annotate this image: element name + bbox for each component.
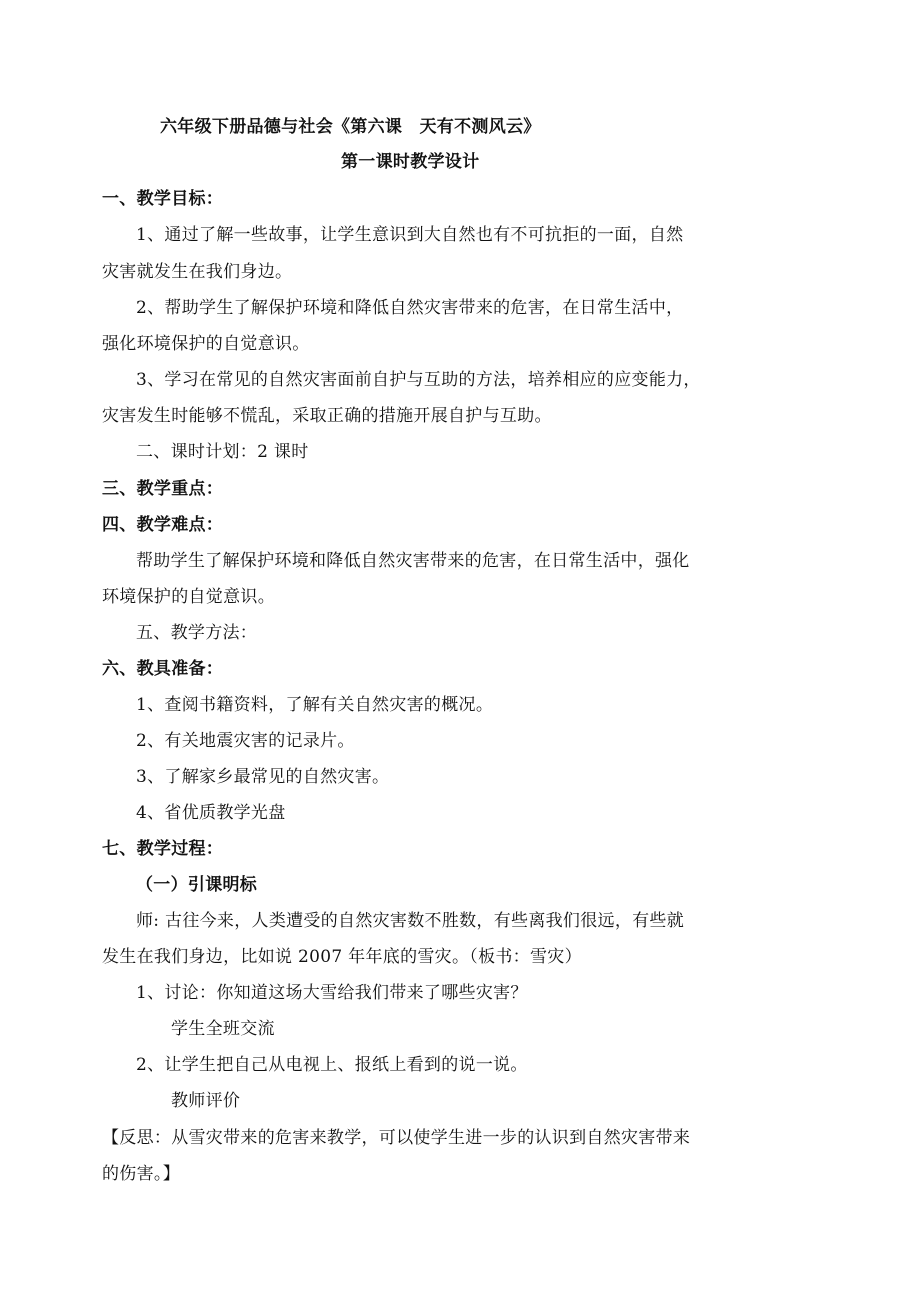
goal-2-line-1: 2、帮助学生了解保护环境和降低自然灾害带来的危害，在日常生活中， <box>136 298 684 318</box>
share-line: 2、让学生把自己从电视上、报纸上看到的说一说。 <box>136 1055 528 1075</box>
difficulty-heading: 四、教学难点： <box>102 515 224 535</box>
teacher-line-2: 发生在我们身边，比如说 2007 年年底的雪灾。（板书：雪灾） <box>102 947 582 967</box>
reflection-line-2: 的伤害。】 <box>102 1164 180 1184</box>
difficulty-line-1: 帮助学生了解保护环境和降低自然灾害带来的危害，在日常生活中，强化 <box>136 551 690 571</box>
goal-2-line-2: 强化环境保护的自觉意识。 <box>102 334 310 354</box>
plan-line: 二、课时计划：2 课时 <box>136 442 309 462</box>
methods-line: 五、教学方法： <box>136 623 258 643</box>
prep-item-4: 4、省优质教学光盘 <box>136 803 286 823</box>
process-heading: 七、教学过程： <box>102 839 224 859</box>
discuss-line: 1、讨论：你知道这场大雪给我们带来了哪些灾害？ <box>136 983 528 1003</box>
class-exchange-line: 学生全班交流 <box>171 1019 275 1039</box>
prep-item-2: 2、有关地震灾害的记录片。 <box>136 731 355 751</box>
keypoints-heading: 三、教学重点： <box>102 479 224 499</box>
goal-1-line-2: 灾害就发生在我们身边。 <box>102 262 293 282</box>
prep-item-1: 1、查阅书籍资料，了解有关自然灾害的概况。 <box>136 695 494 715</box>
teacher-eval-line: 教师评价 <box>171 1091 241 1111</box>
teacher-line-1: 师: 古往今来，人类遭受的自然灾害数不胜数，有些离我们很远，有些就 <box>136 911 685 931</box>
prep-item-3: 3、了解家乡最常见的自然灾害。 <box>136 767 390 787</box>
goal-3-line-1: 3、学习在常见的自然灾害面前自护与互助的方法，培养相应的应变能力， <box>136 370 701 390</box>
goal-1-line-1: 1、通过了解一些故事，让学生意识到大自然也有不可抗拒的一面，自然 <box>136 225 684 245</box>
prep-heading: 六、教具准备： <box>102 659 224 679</box>
reflection-line-1: 【反思：从雪灾带来的危害来教学，可以使学生进一步的认识到自然灾害带来 <box>102 1128 691 1148</box>
goal-3-line-2: 灾害发生时能够不慌乱，采取正确的措施开展自护与互助。 <box>102 406 552 426</box>
goals-heading: 一、教学目标： <box>102 189 224 209</box>
intro-heading: （一）引课明标 <box>136 875 258 895</box>
document-title-line2: 第一课时教学设计 <box>341 152 480 172</box>
difficulty-line-2: 环境保护的自觉意识。 <box>102 587 275 607</box>
document-title-line1: 六年级下册品德与社会《第六课 天有不测风云》 <box>160 117 541 137</box>
